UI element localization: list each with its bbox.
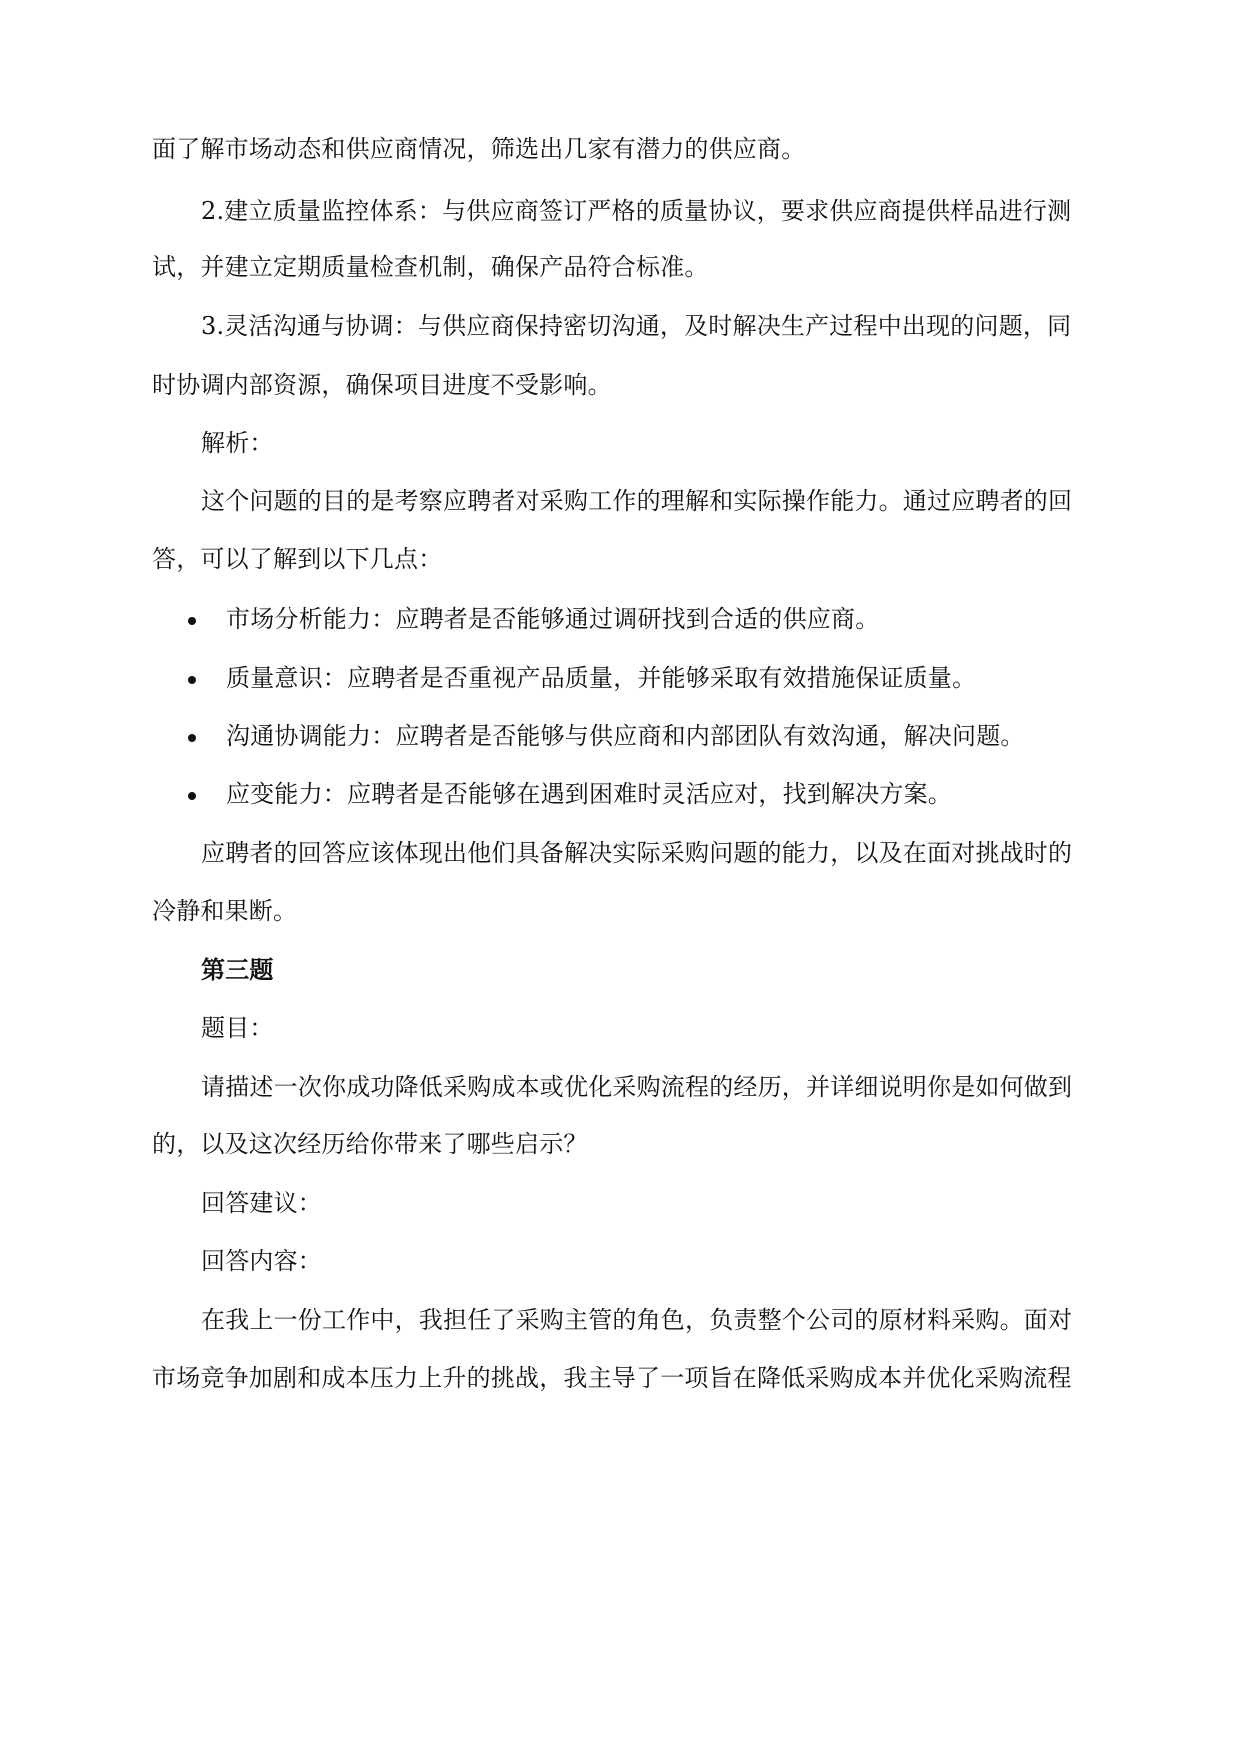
paragraph-line: 试，并建立定期质量检查机制，确保产品符合标准。 (152, 253, 709, 281)
bullet-icon (188, 792, 196, 800)
paragraph-line: 2.建立质量监控体系：与供应商签订严格的质量协议，要求供应商提供样品进行测 (201, 197, 1072, 225)
paragraph-line: 在我上一份工作中，我担任了采购主管的角色，负责整个公司的原材料采购。面对 (201, 1306, 1073, 1334)
paragraph-line: 请描述一次你成功降低采购成本或优化采购流程的经历，并详细说明你是如何做到 (201, 1073, 1073, 1101)
paragraph-line: 这个问题的目的是考察应聘者对采购工作的理解和实际操作能力。通过应聘者的回 (201, 487, 1073, 515)
bullet-item: 质量意识：应聘者是否重视产品质量，并能够采取有效措施保证质量。 (226, 664, 977, 692)
paragraph-line: 应聘者的回答应该体现出他们具备解决实际采购问题的能力，以及在面对挑战时的 (201, 839, 1073, 867)
bullet-item: 应变能力：应聘者是否能够在遇到困难时灵活应对，找到解决方案。 (226, 780, 952, 808)
paragraph-line: 面了解市场动态和供应商情况，筛选出几家有潜力的供应商。 (152, 135, 806, 163)
answer-suggestion-label: 回答建议： (201, 1189, 322, 1217)
bullet-icon (188, 734, 196, 742)
paragraph-line: 3.灵活沟通与协调：与供应商保持密切沟通，及时解决生产过程中出现的问题，同 (201, 312, 1072, 340)
paragraph-line: 时协调内部资源，确保项目进度不受影响。 (152, 371, 612, 399)
answer-content-label: 回答内容： (201, 1247, 322, 1275)
analysis-label: 解析： (201, 429, 274, 457)
question-label: 题目： (201, 1014, 274, 1042)
section-heading: 第三题 (201, 956, 274, 984)
paragraph-line: 答，可以了解到以下几点： (152, 545, 443, 573)
bullet-item: 市场分析能力：应聘者是否能够通过调研找到合适的供应商。 (226, 605, 880, 633)
paragraph-line: 的，以及这次经历给你带来了哪些启示？ (152, 1130, 588, 1158)
paragraph-line: 冷静和果断。 (152, 897, 298, 925)
bullet-icon (188, 617, 196, 625)
bullet-icon (188, 676, 196, 684)
bullet-item: 沟通协调能力：应聘者是否能够与供应商和内部团队有效沟通，解决问题。 (226, 722, 1025, 750)
paragraph-line: 市场竞争加剧和成本压力上升的挑战，我主导了一项旨在降低采购成本并优化采购流程 (152, 1364, 1072, 1392)
